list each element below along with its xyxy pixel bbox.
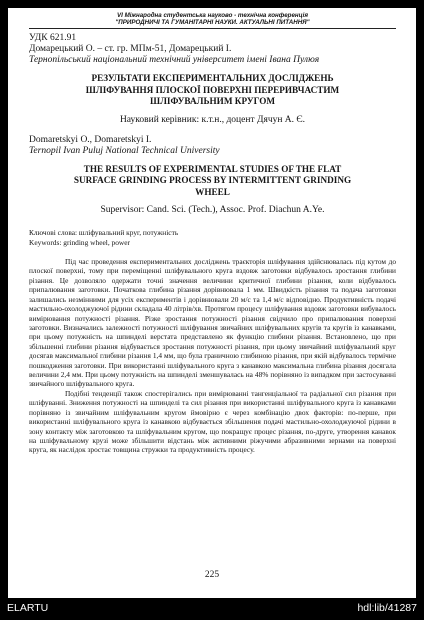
repository-footer (0, 598, 424, 620)
affiliation-en: Ternopil Ivan Puluj National Technical University (29, 145, 220, 156)
affiliation-uk: Тернопільський національний технічний університет імені Івана Пулюя (29, 55, 320, 65)
document-page (8, 8, 416, 598)
keywords-uk: Ключові слова: шліфувальний круг, потужність (29, 228, 179, 237)
supervisor-uk: Науковий керівник: к.т.н., доцент Дячун А. Є. (119, 114, 306, 125)
conference-line-2: "ПРИРОДНИЧІ ТА ГУМАНІТАРНІ НАУКИ. АКТУАЛЬНІ ПИТАННЯ" (115, 19, 310, 26)
body-text (29, 257, 396, 455)
title-uk-line: ШЛІФУВАЛЬНИМ КРУГОМ (149, 96, 276, 106)
title-uk (29, 73, 396, 108)
title-en-line: SURFACE GRINDING PROCESS BY INTERMITTENT GRINDING (73, 175, 352, 185)
body-paragraph: Під час проведення експериментальних досліджень траєкторія шліфування здійснювалась під кутом до плоскої поверхні, тому при переміщенні шліфувального круга вздовж заготовки відбувалось зростання глибини різання. Це дозволяло одержати точні значення величини критичної глибини різання, коли відбувалось припалювання заготовки. Початкова глибина різання дорівнювала 1 мм. Швидкість різання та подача заготовки залишались незмінними для усіх експериментів і дорівнювали 20 м/с та 1,4 м/с відповідно. Продуктивність подачі мастильно-охолоджуючої рідини складала 40 літрів/хв. Протягом процесу шліфування вздовж заготовки вибувалось вимірювання потужності різання. Різке зростання потужності різання свідчило про припалювання поверхні заготовки. Визначались залежності потужності шліфування звичайних шліфувальних кругів та кругів із канавками, при цьому потужність на шпинделі верстата представлено як функцію глибини різання. Встановлено, що при збільшенні глибини різання відбувається зростання потужності різання, при цьому звичайний шліфувальний круг досягав максимальної глибини різання 1,4 мм, що була граничною глибиною різання, при якій відбувалось термічне пошкодження заготовки. При використанні шліфувального круга з канавкою максимальна глибина різання досягала величини 2,4 мм. При цьому потужність на шпинделі зменшувалась на 48% порівняно із випадком при застосуванні звичайного шліфувального круга. (29, 257, 396, 389)
handle-label: hdl:lib/41287 (357, 602, 417, 614)
udk-code: УДК 621.91 (29, 33, 77, 43)
repository-label: ELARTU (7, 602, 49, 614)
authors-en: Domaretskyi O., Domaretskyi I. (29, 134, 152, 145)
page-number: 225 (204, 570, 220, 580)
body-paragraph: Подібні тенденції також спостерігались при вимірюванні тангенціальної та радіальної сил різання при шліфуванні. Зниження потужності на шпинделі та сил різання при використанні шліфувального круга із канавками порівняно із звичайним шліфувальним кругом ймовірно є через комбінацію двох факторів: по-перше, при використанні шліфувального круга із канавкою відбувається збільшення подачі мастильно-охолоджуючої рідини в зону контакту між заготовкою та шліфувальним кругом, що покращує процес різання, по-друге, утворення канавок на шліфувальному крузі може збільшити відстань між активними ріжучими абразивними зернами на поверхні круга, як наслідок зростає товщина стружки та продуктивність процесу. (29, 388, 396, 455)
title-en-line: THE RESULTS OF EXPERIMENTAL STUDIES OF THE FLAT (83, 163, 342, 174)
authors-uk: Домарецький О. – ст. гр. МПм-51, Домарецький І. (29, 44, 232, 54)
title-uk-line: ШЛІФУВАННЯ ПЛОСКОЇ ПОВЕРХНІ ПЕРЕРИВЧАСТИМ (85, 84, 340, 95)
header-rule (29, 28, 396, 29)
title-uk-line: РЕЗУЛЬТАТИ ЕКСПЕРИМЕНТАЛЬНИХ ДОСЛІДЖЕНЬ (91, 73, 334, 83)
keywords-en: Keywords: grinding wheel, power (29, 237, 130, 247)
title-en (29, 164, 396, 199)
title-en-line: WHEEL (195, 186, 230, 197)
supervisor-en: Supervisor: Cand. Sci. (Tech.), Assoc. Prof. Diachun A.Ye. (100, 205, 325, 215)
conference-header (29, 12, 396, 26)
conference-line-1: VI Міжнародна студентська науково - технічна конференція (117, 12, 308, 19)
